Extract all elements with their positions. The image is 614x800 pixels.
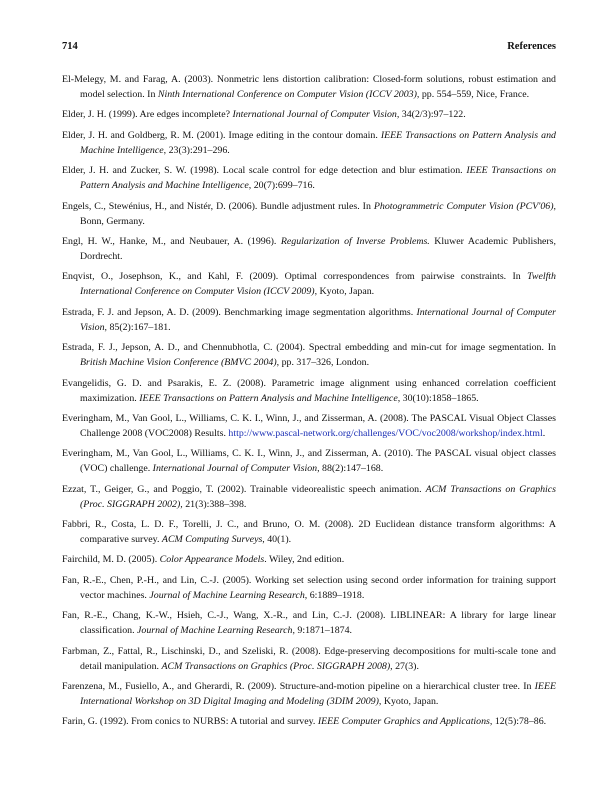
reference-venue: International Journal of Computer Vision bbox=[80, 306, 556, 333]
reference-authors: El-Melegy, M. and Farag, A. (2003). bbox=[62, 74, 217, 85]
reference-venue: IEEE Transactions on Pattern Analysis and Machine Intelligence bbox=[80, 129, 556, 156]
reference-details: , pp. 554–559, Nice, France. bbox=[416, 89, 530, 100]
reference-entry bbox=[62, 679, 556, 709]
reference-authors: Everingham, M., Van Gool, L., Williams, C. K. I., Winn, J., and Zisserman, A. (2010). bbox=[62, 448, 417, 460]
reference-details: , Kyoto, Japan. bbox=[314, 286, 375, 298]
reference-entry bbox=[62, 340, 556, 370]
reference-title: Optimal correspondences from pairwise constraints. In bbox=[284, 271, 528, 283]
reference-entry bbox=[62, 72, 556, 102]
reference-entry bbox=[62, 714, 556, 729]
reference-entry bbox=[62, 199, 556, 229]
reference-venue: IEEE Computer Graphics and Applications bbox=[317, 716, 490, 728]
reference-entry bbox=[62, 269, 556, 299]
reference-title: Trainable videorealistic speech animation. bbox=[250, 483, 426, 495]
reference-title: Working set selection using second order information for training support vector machines. bbox=[80, 574, 557, 601]
reference-entry bbox=[62, 305, 556, 335]
reference-entry bbox=[62, 573, 556, 603]
reference-venue: International Journal of Computer Vision bbox=[232, 109, 397, 121]
reference-venue: IEEE International Workshop on 3D Digital Imaging and Modeling (3DIM 2009) bbox=[80, 681, 557, 708]
reference-venue: ACM Computing Surveys bbox=[161, 534, 263, 546]
reference-entry bbox=[62, 163, 556, 193]
reference-authors: Fan, R.-E., Chang, K.-W., Hsieh, C.-J., Wang, X.-R., and Lin, C.-J. (2008). bbox=[62, 610, 391, 622]
reference-entry bbox=[62, 376, 556, 406]
reference-venue: IEEE Transactions on Pattern Analysis and Machine Intelligence bbox=[80, 165, 557, 192]
reference-venue: British Machine Vision Conference (BMVC 2004) bbox=[80, 357, 277, 369]
reference-authors: Elder, J. H. (1999). bbox=[62, 109, 140, 121]
section-title: References bbox=[507, 41, 556, 52]
reference-authors: Estrada, F. J. and Jepson, A. D. (2009). bbox=[62, 306, 225, 318]
reference-title: The PASCAL visual object classes (VOC) challenge. bbox=[80, 448, 556, 475]
reference-details: , pp. 317–326, London. bbox=[276, 357, 370, 369]
reference-authors: Fan, R.-E., Chen, P.-H., and Lin, C.-J. (2005). bbox=[62, 574, 255, 586]
reference-entry bbox=[62, 517, 556, 547]
reference-entry bbox=[62, 446, 556, 476]
reference-venue: Journal of Machine Learning Research bbox=[137, 625, 293, 637]
reference-title: The PASCAL Visual Object Classes Challenge 2008 (VOC2008) Results. bbox=[80, 412, 556, 439]
reference-venue: ACM Transactions on Graphics (Proc. SIGGRAPH 2002) bbox=[80, 483, 556, 510]
reference-details: , 20(7):699–716. bbox=[248, 180, 315, 192]
reference-title: Edge-preserving decompositions for multi-scale tone and detail manipulation. bbox=[80, 645, 556, 672]
reference-authors: Farenzena, M., Fusiello, A., and Gherardi, R. (2009). bbox=[62, 681, 280, 693]
reference-details: , 85(2):167–181. bbox=[104, 321, 171, 333]
reference-details: , Bonn, Germany. bbox=[80, 200, 556, 227]
reference-entry bbox=[62, 107, 556, 122]
reference-venue: Journal of Machine Learning Research bbox=[149, 589, 305, 601]
reference-details: , 23(3):291–296. bbox=[163, 144, 230, 156]
reference-venue: IEEE Transactions on Pattern Analysis and Machine Intelligence bbox=[139, 392, 398, 404]
reference-authors: Farbman, Z., Fattal, R., Lischinski, D., and Szeliski, R. (2008). bbox=[62, 645, 325, 657]
reference-entry bbox=[62, 128, 556, 158]
reference-authors: Elder, J. H. and Goldberg, R. M. (2001). bbox=[62, 129, 229, 141]
reference-authors: Fabbri, R., Costa, L. D. F., Torelli, J. C., and Bruno, O. M. (2008). bbox=[62, 519, 359, 531]
running-header bbox=[62, 41, 556, 55]
reference-details: Kluwer Academic Publishers, Dordrecht. bbox=[80, 235, 556, 262]
reference-authors: Fairchild, M. D. (2005). bbox=[62, 554, 160, 566]
reference-title: Image editing in the contour domain. bbox=[228, 129, 381, 141]
reference-details: , 88(2):147–168. bbox=[317, 463, 384, 475]
reference-venue: Twelfth International Conference on Computer Vision (ICCV 2009) bbox=[80, 271, 556, 298]
reference-authors: Enqvist, O., Josephson, K., and Kahl, F. (2009). bbox=[62, 271, 285, 283]
reference-title: Bundle adjustment rules. In bbox=[260, 200, 374, 212]
reference-details: , 9:1871–1874. bbox=[292, 625, 352, 637]
reference-entry bbox=[62, 644, 556, 674]
reference-list bbox=[62, 72, 556, 735]
reference-title: Benchmarking image segmentation algorithms. bbox=[224, 306, 417, 318]
reference-title: Structure-and-motion pipeline on a hierarchical cluster tree. In bbox=[279, 681, 535, 693]
reference-details: , 40(1). bbox=[262, 534, 292, 546]
reference-authors: Evangelidis, G. D. and Psarakis, E. Z. (2008). bbox=[62, 377, 272, 389]
reference-entry bbox=[62, 552, 556, 567]
reference-title: 2D Euclidean distance transform algorithms: A comparative survey. bbox=[80, 519, 556, 546]
reference-title: Spectral embedding and min-cut for image segmentation. In bbox=[308, 342, 556, 354]
reference-authors: Engl, H. W., Hanke, M., and Neubauer, A. (1996). bbox=[62, 235, 281, 247]
reference-authors: Everingham, M., Van Gool, L., Williams, C. K. I., Winn, J., and Zisserman, A. (2008). bbox=[62, 412, 412, 424]
reference-venue: ACM Transactions on Graphics (Proc. SIGGRAPH 2008) bbox=[161, 660, 391, 672]
reference-venue: Photogrammetric Computer Vision (PCV'06) bbox=[373, 200, 554, 212]
reference-title: Parametric image alignment using enhanced correlation coefficient maximization. bbox=[80, 377, 556, 404]
reference-authors: Ezzat, T., Geiger, G., and Poggio, T. (2002). bbox=[62, 483, 251, 495]
reference-details: , 21(3):388–398. bbox=[180, 498, 247, 510]
reference-authors: Engels, C., Stewénius, H., and Nistér, D. (2006). bbox=[62, 200, 261, 212]
reference-title: Are edges incomplete? bbox=[139, 109, 233, 121]
reference-entry bbox=[62, 608, 556, 638]
page-number: 714 bbox=[62, 41, 78, 52]
reference-link[interactable]: http://www.pascal-network.org/challenges/VOC/voc2008/workshop/index.html bbox=[228, 427, 543, 439]
reference-link-suffix: . bbox=[542, 427, 546, 439]
reference-details: , Kyoto, Japan. bbox=[378, 696, 439, 708]
reference-details: , 12(5):78–86. bbox=[489, 716, 547, 728]
reference-authors: Farin, G. (1992). bbox=[62, 716, 132, 728]
reference-title: LIBLINEAR: A library for large linear classification. bbox=[80, 610, 556, 637]
reference-venue: Regularization of Inverse Problems. bbox=[280, 235, 430, 247]
reference-venue: International Journal of Computer Vision bbox=[152, 463, 318, 475]
reference-entry bbox=[62, 234, 556, 264]
reference-title: Nonmetric lens distortion calibration: Closed-form solutions, robust estimation and model selection. In bbox=[80, 74, 556, 100]
reference-details: , 6:1889–1918. bbox=[304, 589, 365, 601]
reference-details: , 34(2/3):97–122. bbox=[396, 109, 466, 121]
reference-details: , 27(3). bbox=[390, 660, 419, 672]
reference-authors: Estrada, F. J., Jepson, A. D., and Chennubhotla, C. (2004). bbox=[62, 342, 309, 354]
reference-authors: Elder, J. H. and Zucker, S. W. (1998). bbox=[62, 165, 223, 177]
reference-entry bbox=[62, 411, 556, 441]
reference-details: . Wiley, 2nd edition. bbox=[264, 554, 345, 566]
reference-details: , 30(10):1858–1865. bbox=[397, 392, 479, 404]
reference-venue: Color Appearance Models bbox=[159, 554, 265, 566]
reference-title: Local scale control for edge detection and blur estimation. bbox=[222, 165, 467, 177]
reference-entry bbox=[62, 482, 556, 512]
reference-title: From conics to NURBS: A tutorial and survey. bbox=[131, 716, 318, 728]
reference-venue: Ninth International Conference on Computer Vision (ICCV 2003) bbox=[157, 89, 417, 100]
